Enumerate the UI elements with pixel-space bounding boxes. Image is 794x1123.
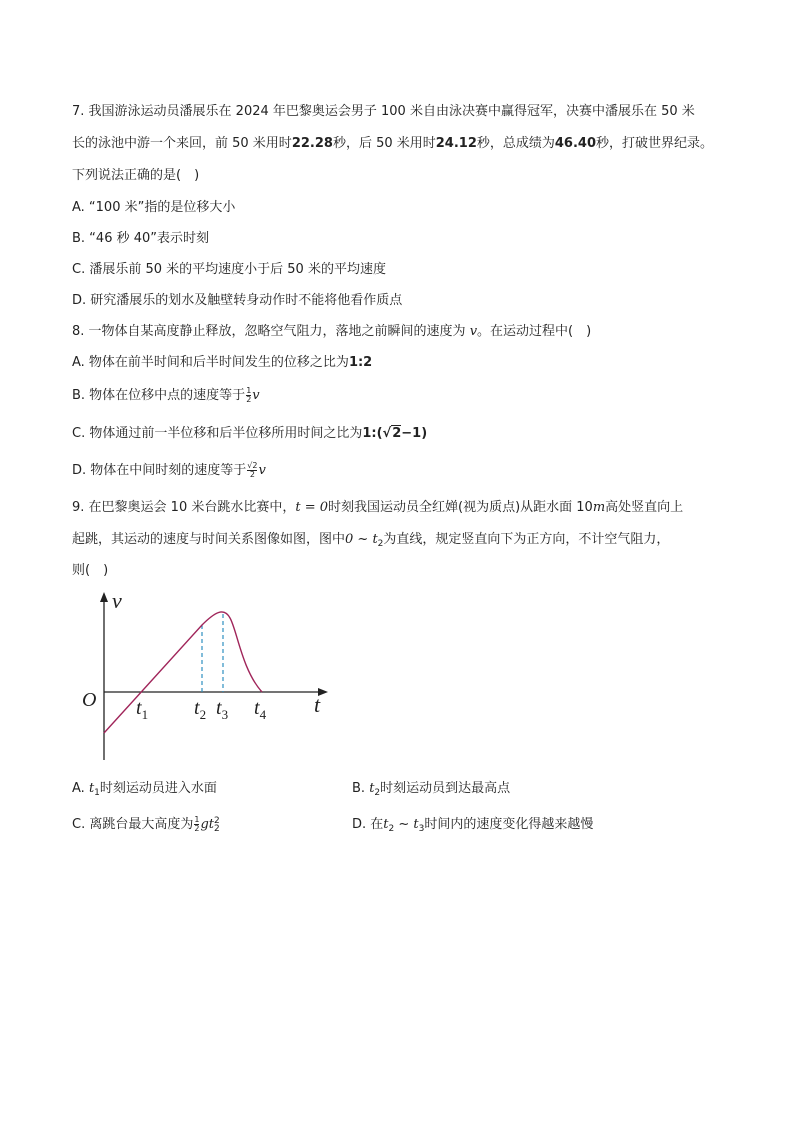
fraction-denominator: 2 (194, 824, 200, 833)
q9-t0: t = 0 (295, 500, 328, 515)
q8-option-d (72, 462, 266, 480)
q7-option-c: C. 潘展乐前 50 米的平均速度小于后 50 米的平均速度 (72, 262, 386, 277)
q9-symbol-t: t (88, 781, 95, 796)
q7-option-a: A. “100 米”指的是位移大小 (72, 200, 236, 215)
fraction-numerator: √2 (247, 461, 258, 470)
q9-stem-line1 (72, 499, 683, 517)
q8-fraction (246, 387, 251, 404)
q8-text: 8. 一物体自某高度静止释放，忽略空气阻力，落地之前瞬间的速度为 (72, 324, 466, 339)
tick-t3: $t_3$ (216, 697, 229, 722)
fraction-numerator: 1 (194, 815, 200, 824)
q9-text: 高处竖直向上 (605, 500, 684, 515)
q8-ratio: 1:( (362, 426, 383, 441)
fraction-denominator: 2 (246, 395, 252, 404)
q7-stem-line1: 7. 我国游泳运动员潘展乐在 2024 年巴黎奥运会男子 100 米自由泳决赛中赢得冠军，决赛中潘展乐在 50 米 (72, 104, 695, 119)
tick-t1: $t_1$ (136, 697, 149, 722)
q7-time3: 46.40 (554, 136, 597, 151)
sqrt-radicand: 2 (392, 426, 402, 441)
fraction-denominator: 2 (247, 470, 257, 479)
tick-t2: $t_2$ (194, 697, 207, 722)
v-axis-arrow (100, 592, 108, 602)
q8-velocity-symbol: v (252, 388, 260, 403)
sqrt-symbol: √ (382, 426, 392, 441)
q7-text: 长的泳池中游一个来回，前 50 米用时 (72, 136, 292, 151)
q9-text: 为直线，规定竖直向下为正方向，不计空气阻力， (383, 532, 670, 547)
option-letter: A. (72, 781, 89, 796)
q9-option-c (72, 816, 220, 834)
q9-option-b (352, 780, 510, 802)
subscript: 1 (94, 788, 100, 798)
q9-option-a (72, 780, 217, 802)
q9-text: 时刻我国运动员全红婵(视为质点)从距水面 10 (328, 500, 593, 515)
velocity-curve (104, 612, 262, 733)
q9-formula: gt (200, 817, 214, 832)
q8-ratio: 1:2 (348, 355, 373, 370)
subscript: 2 (377, 539, 384, 549)
subscript: 2 (374, 788, 381, 798)
q8-option-c (72, 425, 427, 443)
fraction-numerator: 1 (246, 386, 252, 395)
q9-text: 时间内的速度变化得越来越慢 (424, 817, 594, 832)
q8-text: D. 物体在中间时刻的速度等于 (72, 463, 247, 478)
q7-text: 秒，打破世界纪录。 (596, 136, 714, 151)
q9-text: D. 在 (352, 817, 384, 832)
q8-velocity-symbol: v (258, 463, 266, 478)
q7-stem-line3: 下列说法正确的是( ) (72, 168, 200, 183)
t-axis-label: t (314, 692, 321, 717)
q9-text: 起跳，其运动的速度与时间关系图像如图，图中 (72, 532, 346, 547)
q9-range: t (383, 817, 389, 832)
tick-t4: $t_4$ (254, 697, 267, 722)
q8-text: C. 物体通过前一半位移和后半位移所用时间之比为 (72, 426, 363, 441)
q9-text: C. 离跳台最大高度为 (72, 817, 194, 832)
q8-ratio: −1) (401, 426, 428, 441)
origin-label: O (82, 689, 97, 711)
tilde: ~ (394, 817, 414, 832)
q9-velocity-time-graph (70, 588, 332, 768)
option-letter: B. (352, 781, 370, 796)
subscript: 3 (418, 824, 425, 834)
subscript: 2 (388, 824, 395, 834)
q9-unit: m (592, 500, 606, 515)
q9-symbol-t: t (413, 817, 419, 832)
q9-option-d (352, 816, 593, 838)
q8-stem (72, 323, 591, 341)
q7-stem-line2 (72, 135, 713, 153)
q8-option-a (72, 354, 372, 372)
q7-time2: 24.12 (435, 136, 477, 151)
q9-text: 时刻运动员进入水面 (99, 781, 217, 796)
q9-stem-line3: 则( ) (72, 563, 109, 578)
q8-velocity-symbol: v (469, 324, 478, 339)
sup-sub-stack: 2 2 (213, 815, 220, 834)
q9-fraction (194, 816, 199, 833)
q8-text: 。在运动过程中( ) (477, 324, 592, 339)
q9-symbol-t: t (369, 781, 375, 796)
v-axis-label: v (112, 588, 122, 613)
q9-text: 9. 在巴黎奥运会 10 米台跳水比赛中， (72, 500, 296, 515)
q9-range: 0 ~ t (345, 532, 378, 547)
q7-time1: 22.28 (291, 136, 333, 151)
q9-stem-line2 (72, 531, 669, 553)
q8-text: A. 物体在前半时间和后半时间发生的位移之比为 (72, 355, 349, 370)
q7-text: 秒，总成绩为 (476, 136, 555, 151)
q7-text: 秒，后 50 米用时 (332, 136, 436, 151)
q9-text: 时刻运动员到达最高点 (380, 781, 511, 796)
q8-text: B. 物体在位移中点的速度等于 (72, 388, 246, 403)
q7-option-b: B. “46 秒 40”表示时刻 (72, 231, 210, 246)
q7-option-d: D. 研究潘展乐的划水及触壁转身动作时不能将他看作质点 (72, 293, 403, 308)
q8-fraction (247, 462, 257, 479)
q8-option-b (72, 387, 260, 405)
